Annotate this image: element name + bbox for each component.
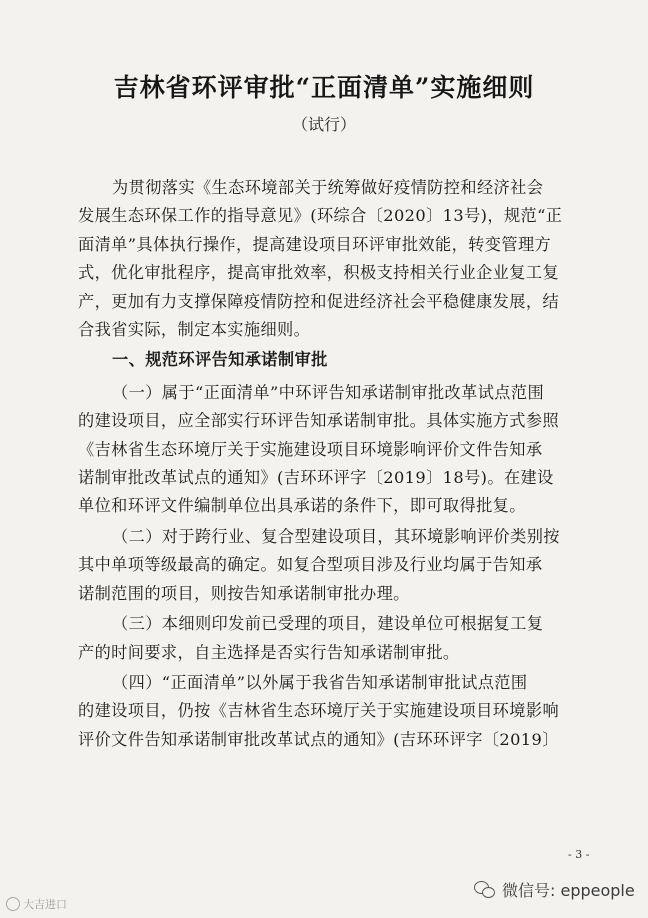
text-line: 的建设项目，仍按《吉林省生态环境厅关于实施建设项目环境影响 (78, 701, 560, 721)
text-line: 诺制范围的项目，则按告知承诺制审批办理。 (78, 583, 410, 603)
wechat-icon (474, 881, 496, 899)
clause-paragraph-2 (78, 523, 600, 608)
text-line: 合我省实际，制定本实施细则。 (78, 320, 311, 340)
source-watermark (6, 896, 67, 912)
clause-paragraph-4 (78, 669, 600, 754)
watermark-text: 大吉进口 (23, 898, 67, 911)
text-line: 的建设项目，应全部实行环评告知承诺制审批。具体实施方式参照 (78, 411, 560, 431)
text-line: 评价文件告知承诺制审批改革试点的通知》(吉环环评字〔2019〕 (78, 729, 559, 749)
section-heading: 一、规范环评告知承诺制审批 (112, 350, 328, 370)
text-line: 产的时间要求，自主选择是否实行告知承诺制审批。 (78, 642, 460, 662)
watermark-logo-icon (6, 897, 20, 911)
document-title: 吉林省环评审批“正面清单”实施细则 (113, 73, 535, 102)
text-line: 式，优化审批程序，提高审批效率，积极支持相关行业企业复工复 (78, 263, 560, 283)
text-line: 面清单”具体执行操作，提高建设项目环评审批效能，转变管理方 (78, 234, 552, 254)
text-line: （三）本细则印发前已受理的项目，建设单位可根据复工复 (112, 614, 544, 634)
intro-paragraph (78, 174, 600, 344)
text-line: 单位和环评文件编制单位出具承诺的条件下，即可取得批复。 (78, 496, 526, 516)
text-line: 产，更加有力支撑保障疫情防控和促进经济社会平稳健康发展，结 (78, 291, 560, 311)
text-line: （一）属于“正面清单”中环评告知承诺制审批改革试点范围 (112, 382, 545, 402)
text-line: 诺制审批改革试点的通知》(吉环环评字〔2019〕18号)。在建设 (78, 468, 554, 488)
clause-paragraph-3 (78, 610, 600, 667)
text-line: （二）对于跨行业、复合型建设项目，其环境影响评价类别按 (112, 526, 560, 546)
page-number: - 3 - (568, 848, 590, 861)
text-line: 发展生态环保工作的指导意见》(环综合〔2020〕13号)，规范“正 (78, 206, 563, 226)
wechat-watermark (474, 878, 635, 901)
text-line: 为贯彻落实《生态环境部关于统筹做好疫情防控和经济社会 (112, 178, 544, 197)
document-body (78, 174, 600, 756)
clause-paragraph-1 (78, 379, 600, 521)
wechat-id: 微信号: eppeople (502, 881, 635, 900)
text-line: 其中单项等级最高的确定。如复合型项目涉及行业均属于告知承 (78, 555, 543, 575)
text-line: （四）“正面清单”以外属于我省告知承诺制审批试点范围 (112, 672, 528, 692)
text-line: 《吉林省生态环境厅关于实施建设项目环境影响评价文件告知承 (78, 439, 543, 459)
document-subtitle: （试行） (291, 115, 356, 134)
